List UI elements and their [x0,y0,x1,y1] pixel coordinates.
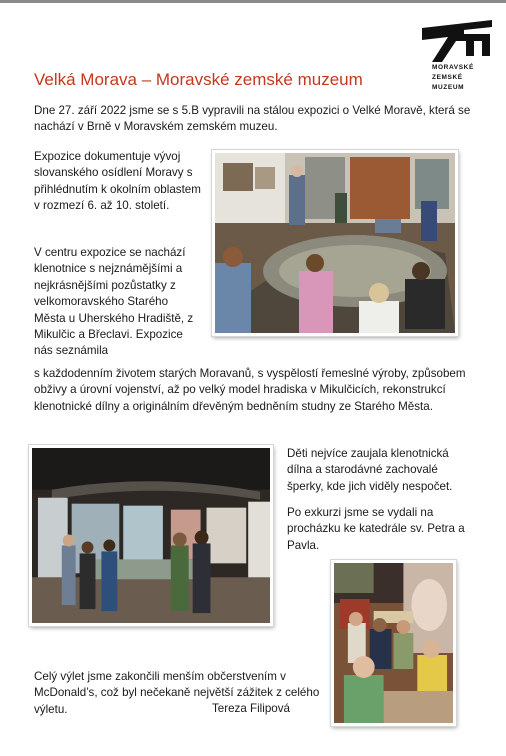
restaurant-photo-icon [334,563,453,723]
photo-museum-model [212,150,458,336]
paragraph-treasury: V centru expozice se nachází klenotnice s nejznámějšími a nejkrásnějšími pozůstatky z velkomoravského Starého Města u Uherského Hradiště, z Mikulčic a Břeclavi. Expozice nás seznámila [34,246,194,358]
exhibition-hall-photo-icon [32,448,270,623]
logo-line-1: MORAVSKÉ [432,64,474,71]
intro-paragraph: Dne 27. září 2022 jsme se s 5.B vypravili na stálou expozici o Velké Moravě, která se nachází v Brně v Moravském zemském muzeu. [34,104,471,134]
museum-logo [418,20,496,100]
museum-model-photo-icon [215,153,455,333]
paragraph-cathedral: Po exkurzi jsme se vydali na procházku ke katedrále sv. Petra a Pavla. [287,506,465,552]
top-rule [0,0,506,3]
author-name: Tereza Filipová [212,702,290,715]
museum-logo-mark-icon [418,20,496,62]
paragraph-mcdonalds: Celý výlet jsme zakončili menším občerstvením v McDonald’s, což byl nečekaně největší zážitek z celého výletu. [34,670,320,716]
logo-line-3: MUZEUM [432,84,465,91]
photo-restaurant [331,560,456,726]
photo-exhibition-hall [29,445,273,626]
paragraph-daily-life: s každodenním životem starých Moravanů, s vyspělostí řemeslné výroby, způsobem obživy a úrovní vojenství, až po velký model hradiska v Mikulčicích, rekonstrukcí klenotnické dílny a originálním dřevěným bedněním studny ze Starého Města. [34,367,466,413]
logo-line-2: ZEMSKÉ [432,74,463,81]
paragraph-jewelry: Děti nejvíce zaujala klenotnická dílna a starodávné zachovalé šperky, kde jich viděly nespočet. [287,447,453,493]
paragraph-exposition: Expozice dokumentuje vývoj slovanského osídlení Moravy s přihlédnutím k okolním oblastem v rozmezí 6. až 10. století. [34,150,201,213]
page-title: Velká Morava – Moravské zemské muzeum [34,70,363,89]
